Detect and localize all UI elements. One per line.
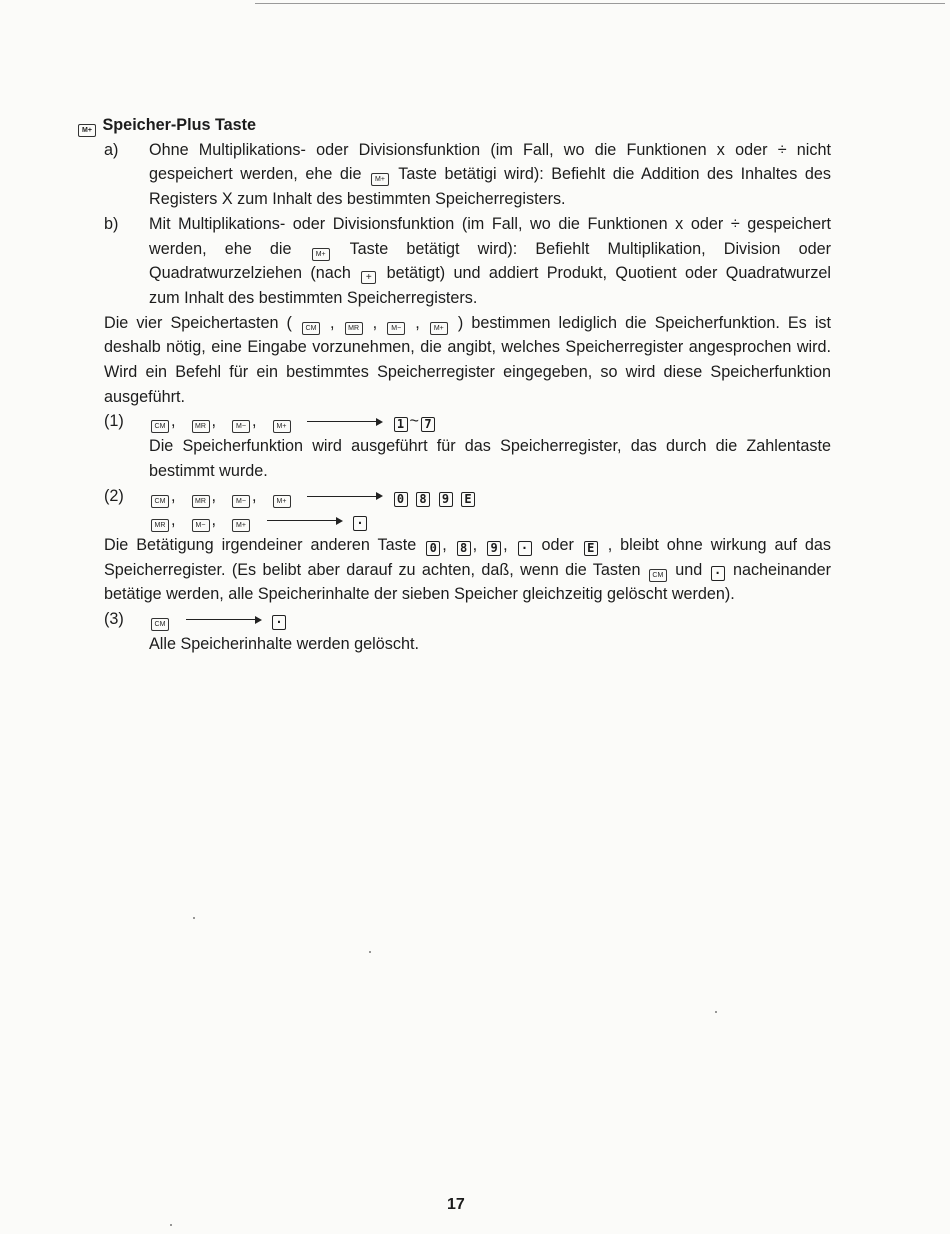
item-b-label: b) <box>104 214 119 233</box>
speck <box>170 1224 172 1226</box>
speck <box>715 1011 717 1013</box>
sequence-2-continued: MR , M− , M+ · <box>104 508 831 533</box>
e-key-icon: E <box>461 492 475 507</box>
item-a <box>104 138 831 212</box>
digit-0-key-icon: 0 <box>394 492 408 507</box>
mr-key-icon: MR <box>151 519 169 532</box>
range-tilde: ~ <box>409 412 419 431</box>
paragraph-2-text-1: Die Betätigung irgendeiner anderen Taste <box>104 535 417 554</box>
e-key-icon: E <box>584 541 598 556</box>
item-a-label: a) <box>104 140 119 159</box>
mr-key-icon: MR <box>345 322 363 335</box>
arrow-icon <box>267 520 341 521</box>
sequence-3 <box>104 607 831 632</box>
sequence-3-label: (3) <box>104 610 124 629</box>
sequence-1: (1) CM , MR , M− , M+ 1 ~ 7 <box>104 409 831 434</box>
item-a-text-1: Ohne Multiplikations- oder Divisionsfunktion (im Fall, wo die Funktionen x oder ÷ nicht gespeichert werden, ehe die <box>149 140 831 184</box>
mr-key-icon: MR <box>192 495 210 508</box>
mplus-key-icon: M+ <box>273 495 291 508</box>
sequence-2-label: (2) <box>104 486 124 505</box>
page-number: 17 <box>447 1196 465 1213</box>
section-title-text: Speicher-Plus Taste <box>102 116 257 134</box>
paragraph-1-text-2: ) bestimmen lediglich die Speicherfunktion. Es ist deshalb nötig, eine Eingabe vorzunehmen, die angibt, welches Speicherregister angesprochen wird. Wird ein Befehl für ein bestimmtes Speicherregister eingegeben, so wird diese Speicherfunktion ausgeführt. <box>104 313 832 406</box>
arrow-icon <box>186 619 260 620</box>
mplus-key-icon: M+ <box>371 173 389 186</box>
item-b-text-3: betätigt) und addiert Produkt, Quotient oder Quadratwurzel zum Inhalt des bestimmten Speicherregisters. <box>149 264 832 307</box>
digit-9-key-icon: 9 <box>439 492 453 507</box>
mminus-key-icon: M− <box>192 519 210 532</box>
decimal-point-key-icon: · <box>518 541 532 556</box>
speck <box>369 951 371 953</box>
arrow-icon <box>307 496 381 497</box>
item-b-text-2: Taste betätigt wird): Befiehlt Multiplikation, Division oder Quadratwurzelziehen (nach <box>149 239 831 283</box>
paragraph-2-text-2: oder <box>541 535 574 554</box>
decimal-point-key-icon: · <box>711 566 725 581</box>
sequence-1-label: (1) <box>104 412 124 431</box>
top-rule <box>255 3 945 4</box>
sequence-1-description: Die Speicherfunktion wird ausgeführt für das Speicherregister, das durch die Zahlentaste bestimmt wurde. <box>149 437 831 480</box>
digit-8-key-icon: 8 <box>416 492 430 507</box>
digit-7-key-icon: 7 <box>421 417 435 432</box>
mminus-key-icon: M− <box>387 322 405 335</box>
item-b-text-1: Mit Multiplikations- oder Divisionsfunktion (im Fall, wo die Funktionen x oder ÷ gespeichert werden, ehe die <box>149 214 831 258</box>
cm-key-icon: CM <box>151 420 169 433</box>
paragraph-memory-keys: Die vier Speichertasten ( CM , MR , M− , M+ ) bestimmen lediglich die Speicherfunktion. Es ist deshalb nötig, eine Eingabe vorzunehmen, die angibt, welches Speicherregister angesprochen wird. Wird ein Befehl für ein bestimmtes Speicherregister eingegeben, so wird diese Speicherfunktion ausgeführt. <box>104 313 832 406</box>
paragraph-2-text-4: und <box>675 560 703 579</box>
plus-key-icon: + <box>361 271 376 284</box>
mminus-key-icon: M− <box>232 495 250 508</box>
section-title <box>76 113 831 138</box>
cm-key-icon: CM <box>151 495 169 508</box>
arrow-icon <box>307 421 381 422</box>
paragraph-2-text-5: nacheinander betätige werden, alle Speicherinhalte der sieben Speicher gleichzeitig gelöscht werden). <box>104 560 832 604</box>
cm-key-icon: CM <box>151 618 169 631</box>
page-content <box>82 113 832 656</box>
decimal-point-key-icon: · <box>272 615 286 630</box>
item-a-text-2: Taste betätigi wird): Befiehlt die Addition des Inhaltes des Registers X zum Inhalt des bestimmten Speicherregisters. <box>149 165 831 209</box>
cm-key-icon: CM <box>302 322 320 335</box>
paragraph-1-text-1: Die vier Speichertasten ( <box>104 313 292 332</box>
mminus-key-icon: M− <box>232 420 250 433</box>
paragraph-2-text-3: , bleibt ohne wirkung auf das Speicherregister. (Es belibt aber darauf zu achten, daß, wenn die Tasten <box>104 535 831 579</box>
mplus-key-icon: M+ <box>232 519 250 532</box>
mplus-key-icon: M+ <box>430 322 448 335</box>
cm-key-icon: CM <box>649 569 667 582</box>
item-b <box>104 212 831 311</box>
digit-9-key-icon: 9 <box>487 541 501 556</box>
mplus-key-icon: M+ <box>78 124 96 137</box>
mplus-key-icon: M+ <box>312 248 330 261</box>
decimal-point-key-icon: · <box>353 516 367 531</box>
digit-0-key-icon: 0 <box>426 541 440 556</box>
sequence-3-description: Alle Speicherinhalte werden gelöscht. <box>149 634 419 653</box>
sequence-2: (2) CM , MR , M− , M+ 0 8 9 E <box>104 484 831 509</box>
digit-1-key-icon: 1 <box>394 417 408 432</box>
speck <box>193 917 195 919</box>
mr-key-icon: MR <box>192 420 210 433</box>
digit-8-key-icon: 8 <box>457 541 471 556</box>
mplus-key-icon: M+ <box>273 420 291 433</box>
paragraph-other-keys: Die Betätigung irgendeiner anderen Taste 0 , 8 , 9 , · oder E , bleibt ohne wirkung auf das Speicherregister. (Es belibt aber darauf zu achten, daß, wenn die Tasten CM und · nacheinander betätige werden, alle Speicherinhalte der sieben Speicher gleichzeitig gelöscht werden). <box>104 535 832 604</box>
